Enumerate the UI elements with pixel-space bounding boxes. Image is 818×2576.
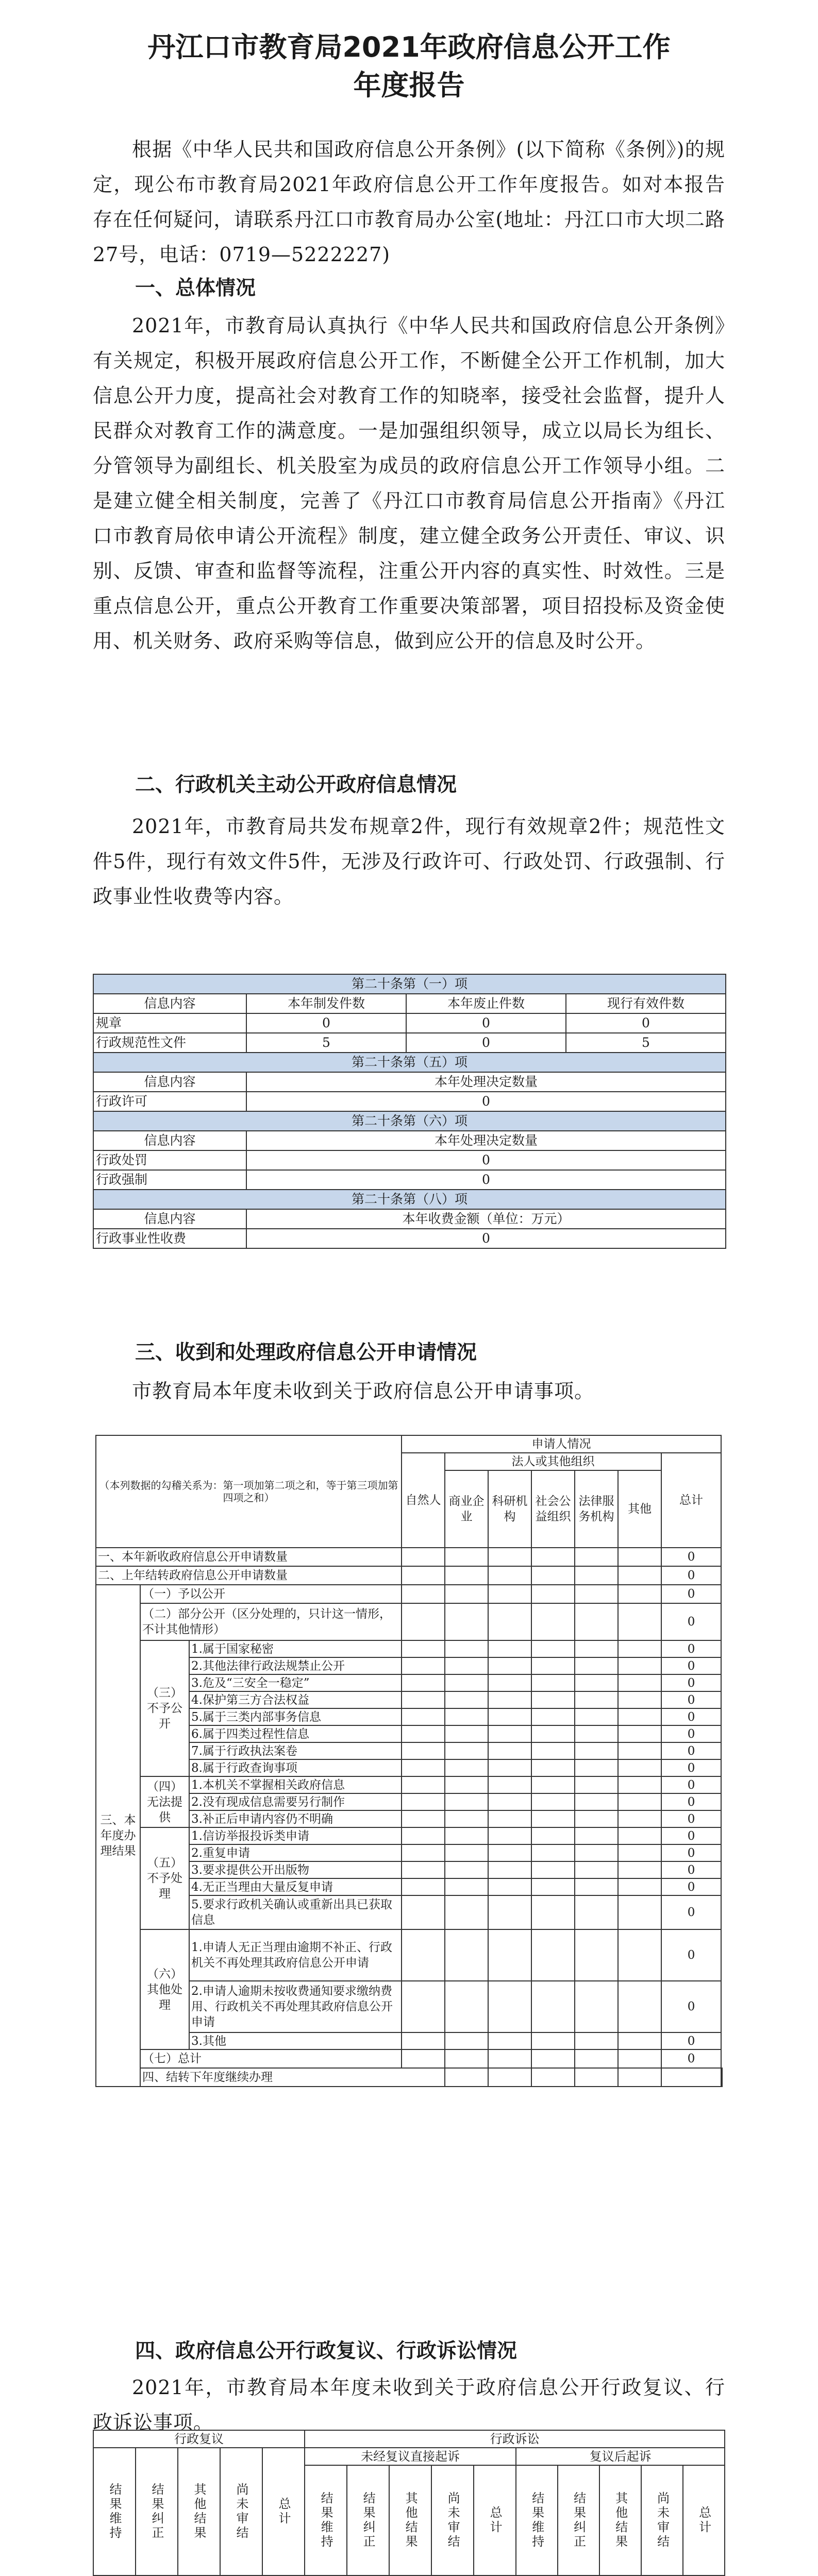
cell-value: 0 [661, 1810, 721, 1827]
row-label: 2.其他法律行政法规禁止公开 [189, 1657, 402, 1674]
report-title-line2: 年度报告 [353, 69, 465, 101]
table-row [93, 1092, 726, 1111]
cell-value: 0 [661, 1793, 721, 1810]
row-label: 一、本年新收政府信息公开申请数量 [96, 1548, 402, 1566]
table-row [96, 1708, 722, 1725]
row-label: 2.没有现成信息需要另行制作 [189, 1793, 402, 1810]
row-label: 行政规范性文件 [93, 1033, 246, 1053]
table-row [96, 1640, 722, 1657]
after-review-header: 复议后起诉 [516, 2448, 725, 2465]
section2-heading: 二、行政机关主动公开政府信息情况 [135, 773, 457, 796]
cell-value: 0 [661, 1878, 721, 1895]
cell-value: 0 [406, 1013, 566, 1033]
column-header: 本年收费金额（单位：万元） [246, 1209, 726, 1229]
table-row [96, 1585, 722, 1603]
cell-value: 0 [661, 1674, 721, 1691]
cell-value [721, 2068, 722, 2087]
table-row [93, 1013, 726, 1033]
row-label: 4.保护第三方合法权益 [189, 1691, 402, 1708]
total-header: 总计 [661, 1453, 721, 1548]
table-row [96, 1759, 722, 1776]
column-header: 其他结果 [389, 2465, 431, 2575]
cell-value: 0 [661, 1585, 721, 1603]
report-title-line1: 丹江口市教育局2021年政府信息公开工作 [147, 31, 671, 63]
column-header: 信息内容 [93, 1209, 246, 1229]
table-row [96, 2032, 722, 2049]
table-row [96, 2068, 722, 2087]
table-bar: 第二十条第（五）项 [93, 1053, 726, 1072]
table-row [96, 1895, 722, 1929]
cell-value: 0 [661, 1691, 721, 1708]
row-group-label: 三、本年度办理结果 [96, 1585, 140, 2087]
cell-value: 0 [566, 1013, 726, 1033]
column-header: 结果纠正 [347, 2465, 389, 2575]
table-bar: 第二十条第（一）项 [93, 974, 726, 994]
table-row [96, 1657, 722, 1674]
cell-value: 0 [661, 1981, 721, 2032]
table-row [96, 1929, 722, 1981]
row-label: 行政强制 [93, 1170, 246, 1190]
row-label: 3.其他 [189, 2032, 402, 2049]
row-label: 行政许可 [93, 1092, 246, 1111]
cell-value: 0 [661, 1657, 721, 1674]
row-label: 二、上年结转政府信息公开申请数量 [96, 1566, 402, 1585]
section4-heading: 四、政府信息公开行政复议、行政诉讼情况 [135, 2340, 517, 2363]
row-group-label: （五）不予处理 [140, 1827, 189, 1929]
table-bar: 第二十条第（八）项 [93, 1190, 726, 1209]
cell-value: 0 [661, 1742, 721, 1759]
column-header: 其他结果 [178, 2448, 220, 2575]
cell-value: 0 [661, 1548, 721, 1566]
cell-value: 0 [661, 1929, 721, 1981]
row-label: 5.属于三类内部事务信息 [189, 1708, 402, 1725]
cell-value: 0 [661, 1759, 721, 1776]
column-header: 信息内容 [93, 1072, 246, 1092]
row-label: 4.无正当理由大量反复申请 [189, 1878, 402, 1895]
row-label: 行政处罚 [93, 1150, 246, 1170]
row-label: 6.属于四类过程性信息 [189, 1725, 402, 1742]
column-header: 总计 [262, 2448, 305, 2575]
table-row [96, 1878, 722, 1895]
table-row [96, 1742, 722, 1759]
cell-value: 0 [246, 1150, 726, 1170]
cell-value: 0 [246, 1229, 726, 1248]
cell-value: 0 [661, 1603, 721, 1640]
row-group-label: （四）无法提供 [140, 1776, 189, 1827]
table-bar: 第二十条第（六）项 [93, 1111, 726, 1131]
cell-value: 0 [661, 1861, 721, 1878]
row-label: （二）部分公开（区分处理的，只计这一情形，不计其他情形） [140, 1603, 402, 1640]
column-header: 本年废止件数 [406, 994, 566, 1013]
row-label: 规章 [93, 1013, 246, 1033]
table-row [96, 1793, 722, 1810]
column-header: 现行有效件数 [566, 994, 726, 1013]
table-row [96, 1674, 722, 1691]
row-label: 1.信访举报投诉类申请 [189, 1827, 402, 1844]
cell-value: 5 [246, 1033, 406, 1053]
row-label: （一）予以公开 [140, 1585, 402, 1603]
row-label: 1.属于国家秘密 [189, 1640, 402, 1657]
table-row [93, 1150, 726, 1170]
table-row [93, 1033, 726, 1053]
table-row [96, 1776, 722, 1793]
table-row [96, 2049, 722, 2068]
column-header: 科研机构 [488, 1470, 531, 1548]
natural-person-header: 自然人 [402, 1453, 445, 1548]
column-header: 尚未审结 [641, 2465, 683, 2575]
row-label: 7.属于行政执法案卷 [189, 1742, 402, 1759]
row-label: （七）总计 [140, 2049, 402, 2068]
cell-value: 0 [661, 1827, 721, 1844]
table-row [96, 1725, 722, 1742]
cell-value: 0 [661, 2032, 721, 2049]
row-label: 3.危及“三安全一稳定” [189, 1674, 402, 1691]
table-row [96, 1603, 722, 1640]
review-header: 行政复议 [93, 2430, 305, 2448]
column-header: 尚未审结 [220, 2448, 262, 2575]
column-header: 法律服务机构 [575, 1470, 618, 1548]
row-group-label: （三）不予公开 [140, 1640, 189, 1776]
cell-value: 0 [661, 1895, 721, 1929]
row-label: 8.属于行政查询事项 [189, 1759, 402, 1776]
cell-value: 0 [661, 1776, 721, 1793]
review-litigation-table [93, 2430, 725, 2576]
table-row [96, 1548, 722, 1566]
table-row [96, 1844, 722, 1861]
row-label: 1.申请人无正当理由逾期不补正、行政机关不再处理其政府信息公开申请 [189, 1929, 402, 1981]
litigation-header: 行政诉讼 [305, 2430, 725, 2448]
column-header: 尚未审结 [431, 2465, 474, 2575]
column-header: 其他结果 [599, 2465, 641, 2575]
cell-value: 5 [566, 1033, 726, 1053]
table-row [96, 1981, 722, 2032]
cell-value: 0 [246, 1013, 406, 1033]
cell-value: 0 [661, 1844, 721, 1861]
column-header: 本年处理决定数量 [246, 1131, 726, 1150]
column-header: 结果纠正 [136, 2448, 178, 2575]
active-disclosure-table [93, 974, 726, 1249]
cell-value: 0 [246, 1092, 726, 1111]
cell-value: 0 [661, 1725, 721, 1742]
column-header: 本年制发件数 [246, 994, 406, 1013]
direct-litigation-header: 未经复议直接起诉 [305, 2448, 516, 2465]
table-row [96, 1566, 722, 1585]
column-header: 结果维持 [516, 2465, 558, 2575]
table-row [93, 1229, 726, 1248]
table-row [96, 1810, 722, 1827]
column-header: 结果维持 [305, 2465, 347, 2575]
application-table [95, 1435, 723, 2087]
table-row [96, 1827, 722, 1844]
row-label: 2.申请人逾期未按收费通知要求缴纳费用、行政机关不再处理其政府信息公开申请 [189, 1981, 402, 2032]
row-label: 5.要求行政机关确认或重新出具已获取信息 [189, 1895, 402, 1929]
cell-value: 0 [246, 1170, 726, 1190]
column-header: 结果纠正 [558, 2465, 599, 2575]
column-header: 其他 [618, 1470, 661, 1548]
cell-value: 0 [661, 2049, 721, 2068]
section3-text: 市教育局本年度未收到关于政府信息公开申请事项。 [132, 1380, 595, 1402]
row-label: 2.重复申请 [189, 1844, 402, 1861]
column-header: 商业企业 [445, 1470, 488, 1548]
section3-heading: 三、收到和处理政府信息公开申请情况 [135, 1341, 477, 1364]
row-label: 四、结转下年度继续办理 [140, 2068, 445, 2087]
cell-value: 0 [661, 1566, 721, 1585]
column-header: 社会公益组织 [531, 1470, 575, 1548]
column-header: 总计 [474, 2465, 516, 2575]
table-row [96, 1691, 722, 1708]
row-label: 1.本机关不掌握相关政府信息 [189, 1776, 402, 1793]
column-header: 信息内容 [93, 1131, 246, 1150]
column-header: 信息内容 [93, 994, 246, 1013]
section1-heading: 一、总体情况 [135, 277, 256, 300]
row-group-label: （六）其他处理 [140, 1929, 189, 2049]
column-header: 总计 [683, 2465, 725, 2575]
table-row [96, 1861, 722, 1878]
section4-text: 2021年，市教育局本年度未收到关于政府信息公开行政复议、行政诉讼事项。 [93, 2376, 725, 2434]
row-label: 3.要求提供公开出版物 [189, 1861, 402, 1878]
applicant-header: 申请人情况 [402, 1435, 721, 1453]
row-label: 3.补正后申请内容仍不明确 [189, 1810, 402, 1827]
cell-value: 0 [406, 1033, 566, 1053]
intro-paragraph: 根据《中华人民共和国政府信息公开条例》(以下简称《条例》)的规定，现公布市教育局2021年政府信息公开工作年度报告。如对本报告存在任何疑问，请联系丹江口市教育局办公室(地址：丹江口市大坝二路27号，电话：0719—5222227) [93, 138, 725, 266]
table-corner-note: （本列数据的勾稽关系为：第一项加第二项之和，等于第三项加第四项之和） [96, 1435, 402, 1548]
legal-person-header: 法人或其他组织 [445, 1453, 661, 1470]
cell-value: 0 [661, 1708, 721, 1725]
column-header: 结果维持 [93, 2448, 136, 2575]
section2-text: 2021年，市教育局共发布规章2件，现行有效规章2件；规范性文件5件，现行有效文件5件，无涉及行政许可、行政处罚、行政强制、行政事业性收费等内容。 [93, 815, 725, 908]
column-header: 本年处理决定数量 [246, 1072, 726, 1092]
cell-value: 0 [661, 1640, 721, 1657]
row-label: 行政事业性收费 [93, 1229, 246, 1248]
table-row [93, 1170, 726, 1190]
section1-text: 2021年，市教育局认真执行《中华人民共和国政府信息公开条例》有关规定，积极开展政府信息公开工作，不断健全公开工作机制，加大信息公开力度，提高社会对教育工作的知晓率，接受社会监督，提升人民群众对教育工作的满意度。一是加强组织领导，成立以局长为组长、分管领导为副组长、机关股室为成员的政府信息公开工作领导小组。二是建立健全相关制度，完善了《丹江口市教育局信息公开指南》《丹江口市教育局依申请公开流程》制度，建立健全政务公开责任、审议、识别、反馈、审查和监督等流程，注重公开内容的真实性、时效性。三是重点信息公开，重点公开教育工作重要决策部署，项目招投标及资金使用、机关财务、政府采购等信息，做到应公开的信息及时公开。 [93, 314, 725, 652]
